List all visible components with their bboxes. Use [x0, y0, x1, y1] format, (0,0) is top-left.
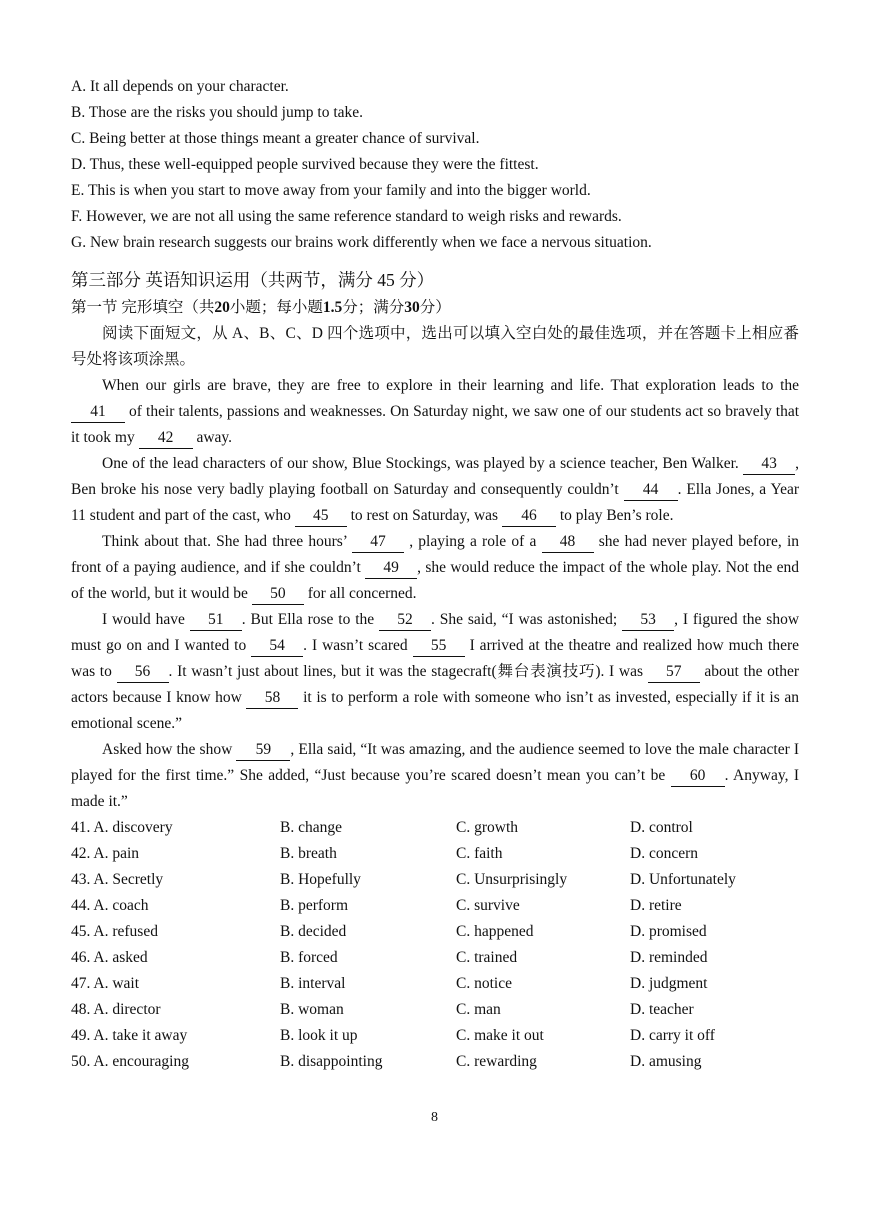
passage-paragraph-3 — [71, 529, 799, 607]
option-b[interactable]: B. perform — [280, 897, 349, 914]
option-d[interactable]: D. reminded — [630, 949, 708, 966]
instruction: 阅读下面短文，从 A、B、C、D 四个选项中，选出可以填入空白处的最佳选项，并在答题卡上相应番号处将该项涂黑。 — [71, 325, 799, 368]
option-b[interactable]: B. decided — [280, 923, 347, 940]
prev-options-list — [71, 74, 799, 256]
option-a[interactable]: 50. A. encouraging — [71, 1053, 189, 1070]
option-d[interactable]: D. Unfortunately — [630, 871, 736, 888]
passage-text: away. — [192, 429, 233, 446]
blank-60[interactable]: 60 — [671, 766, 725, 787]
passage-paragraph-4 — [71, 607, 799, 737]
blank-56[interactable]: 56 — [117, 662, 169, 683]
blank-53[interactable]: 53 — [622, 610, 674, 631]
blank-42[interactable]: 42 — [139, 428, 193, 449]
option-a[interactable]: 42. A. pain — [71, 845, 140, 862]
passage-text: to rest on Saturday, was — [346, 507, 502, 524]
section-total: 30 — [404, 299, 420, 316]
option-a[interactable]: 44. A. coach — [71, 897, 149, 914]
passage-text: , playing a role of a — [404, 533, 542, 550]
section-text: 分） — [419, 299, 451, 316]
option-line: A. It all depends on your character. — [71, 78, 289, 95]
option-a[interactable]: 48. A. director — [71, 1001, 161, 1018]
option-d[interactable]: D. teacher — [630, 1001, 694, 1018]
passage-text: to play Ben’s role. — [555, 507, 674, 524]
blank-48[interactable]: 48 — [542, 532, 594, 553]
blank-51[interactable]: 51 — [190, 610, 242, 631]
option-d[interactable]: D. amusing — [630, 1053, 702, 1070]
section-text: 分；满分 — [342, 299, 405, 316]
question-row — [71, 1049, 799, 1075]
section-count: 20 — [214, 299, 230, 316]
option-c[interactable]: C. happened — [456, 923, 534, 940]
option-a[interactable]: 47. A. wait — [71, 975, 140, 992]
option-b[interactable]: B. disappointing — [280, 1053, 383, 1070]
blank-52[interactable]: 52 — [379, 610, 431, 631]
section-heading — [71, 295, 799, 321]
blank-58[interactable]: 58 — [246, 688, 298, 709]
question-row — [71, 867, 799, 893]
option-c[interactable]: C. survive — [456, 897, 520, 914]
passage-text: she had never played before, in front of a paying audience, and if she couldn’t — [71, 533, 799, 576]
passage-text: . I wasn’t scared — [303, 637, 413, 654]
blank-55[interactable]: 55 — [413, 636, 465, 657]
option-line: D. Thus, these well-equipped people survived because they were the fittest. — [71, 156, 539, 173]
blank-50[interactable]: 50 — [252, 584, 304, 605]
passage-text: Think about that. She had three hours’ — [102, 533, 353, 550]
option-b[interactable]: B. Hopefully — [280, 871, 361, 888]
page-number: 8 — [431, 1110, 438, 1125]
question-row — [71, 841, 799, 867]
passage-text: of their talents, passions and weaknesses. On Saturday night, we saw one of our students act so bravely that it took my — [71, 403, 799, 446]
question-row — [71, 893, 799, 919]
passage-text: . She said, “I was astonished; — [431, 611, 623, 628]
passage-text: about the other actors because I know how — [71, 663, 799, 706]
passage-text: it is to perform a role with someone who isn’t as invested, especially if it is an emotional scene.” — [71, 689, 799, 732]
option-d[interactable]: D. promised — [630, 923, 707, 940]
option-d[interactable]: D. judgment — [630, 975, 708, 992]
option-c[interactable]: C. faith — [456, 845, 503, 862]
option-c[interactable]: C. make it out — [456, 1027, 544, 1044]
question-row — [71, 919, 799, 945]
passage-text: . But Ella rose to the — [241, 611, 380, 628]
part-heading: 第三部分 英语知识运用（共两节，满分 45 分） — [71, 270, 435, 290]
option-b[interactable]: B. woman — [280, 1001, 344, 1018]
blank-49[interactable]: 49 — [365, 558, 417, 579]
blank-54[interactable]: 54 — [251, 636, 303, 657]
question-row — [71, 1023, 799, 1049]
option-d[interactable]: D. carry it off — [630, 1027, 715, 1044]
question-row — [71, 945, 799, 971]
section-text: 第一节 完形填空（共 — [71, 299, 215, 316]
option-d[interactable]: D. control — [630, 819, 693, 836]
blank-43[interactable]: 43 — [743, 454, 795, 475]
question-row — [71, 815, 799, 841]
blank-47[interactable]: 47 — [352, 532, 404, 553]
option-line: G. New brain research suggests our brains work differently when we face a nervous situation. — [71, 234, 652, 251]
passage-text: for all concerned. — [303, 585, 417, 602]
option-b[interactable]: B. forced — [280, 949, 338, 966]
exam-page — [71, 74, 799, 1075]
option-a[interactable]: 46. A. asked — [71, 949, 148, 966]
option-d[interactable]: D. retire — [630, 897, 682, 914]
option-line: E. This is when you start to move away from your family and into the bigger world. — [71, 182, 591, 199]
passage-text: , I figured the show must go on and I wanted to — [71, 611, 800, 654]
option-a[interactable]: 43. A. Secretly — [71, 871, 164, 888]
option-d[interactable]: D. concern — [630, 845, 698, 862]
option-c[interactable]: C. trained — [456, 949, 518, 966]
option-c[interactable]: C. rewarding — [456, 1053, 537, 1070]
section-points: 1.5 — [322, 299, 343, 316]
passage-text: , she would reduce the impact of the whole play. Not the end of the world, but it would be — [71, 559, 799, 602]
blank-44[interactable]: 44 — [624, 480, 678, 501]
passage-paragraph-5 — [71, 737, 799, 815]
option-a[interactable]: 41. A. discovery — [71, 819, 173, 836]
option-b[interactable]: B. change — [280, 819, 342, 836]
passage-text: , Ella said, “It was amazing, and the audience seemed to love the male character I played for the first time.” She added, “Just because you’re scared doesn’t mean you can’t be — [71, 741, 799, 784]
passage-text: I arrived at the theatre and realized how much there was to — [71, 637, 799, 680]
passage-text: I would have — [102, 611, 190, 628]
option-c[interactable]: C. growth — [456, 819, 518, 836]
blank-46[interactable]: 46 — [502, 506, 556, 527]
blank-59[interactable]: 59 — [236, 740, 290, 761]
question-row — [71, 971, 799, 997]
option-c[interactable]: C. man — [456, 1001, 501, 1018]
option-a[interactable]: 49. A. take it away — [71, 1027, 188, 1044]
blank-45[interactable]: 45 — [295, 506, 347, 527]
passage-text: When our girls are brave, they are free to explore in their learning and life. That exploration leads to the — [102, 377, 799, 394]
passage-text: . Anyway, I made it.” — [71, 767, 799, 810]
passage-text: . It wasn’t just about lines, but it was the stagecraft(舞台表演技巧). I was — [168, 663, 648, 680]
option-line: B. Those are the risks you should jump to take. — [71, 104, 364, 121]
blank-41[interactable]: 41 — [71, 402, 125, 423]
option-b[interactable]: B. breath — [280, 845, 337, 862]
option-c[interactable]: C. Unsurprisingly — [456, 871, 568, 888]
option-a[interactable]: 45. A. refused — [71, 923, 158, 940]
option-c[interactable]: C. notice — [456, 975, 512, 992]
section-text: 小题；每小题 — [229, 299, 323, 316]
option-line: F. However, we are not all using the same reference standard to weigh risks and rewards. — [71, 208, 622, 225]
passage-paragraph-2 — [71, 451, 799, 529]
passage-text: . Ella Jones, a Year 11 student and part of the cast, who — [71, 481, 800, 524]
question-options — [71, 815, 799, 1075]
passage-text: One of the lead characters of our show, Blue Stockings, was played by a science teacher, Ben Walker. — [102, 455, 744, 472]
passage-text: Asked how the show — [102, 741, 237, 758]
question-row — [71, 997, 799, 1023]
passage-paragraph-1 — [71, 373, 799, 451]
option-line: C. Being better at those things meant a greater chance of survival. — [71, 130, 480, 147]
option-b[interactable]: B. look it up — [280, 1027, 358, 1044]
blank-57[interactable]: 57 — [648, 662, 700, 683]
passage-text: , Ben broke his nose very badly playing football on Saturday and consequently couldn’t — [71, 455, 799, 498]
option-b[interactable]: B. interval — [280, 975, 346, 992]
